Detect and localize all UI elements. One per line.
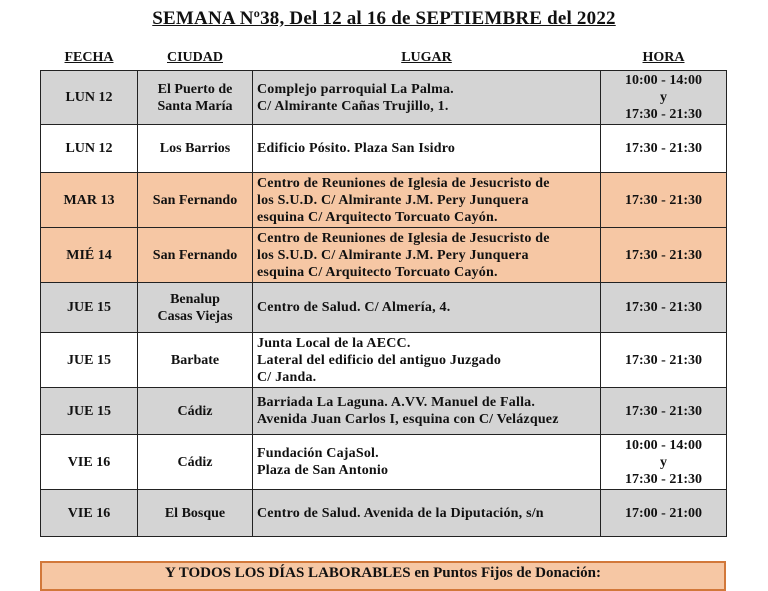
cell-ciudad: El Bosque [164, 505, 226, 521]
table-row [41, 173, 727, 228]
cell-hora: 17:30 - 21:30 [625, 403, 702, 419]
cell-lugar: Centro de Salud. C/ Almería, 4. [257, 300, 451, 315]
page-title: SEMANA Nº38, Del 12 al 16 de SEPTIEMBRE del 2022 [152, 8, 616, 29]
cell-ciudad: Los Barrios [159, 141, 231, 156]
cell-ciudad: Cádiz [177, 403, 213, 419]
table-row [41, 228, 727, 283]
cell-lugar: Barriada La Laguna. A.VV. Manuel de Falla. Avenida Juan Carlos I, esquina con C/ Velázquez [257, 395, 559, 427]
header-ciudad: CIUDAD [167, 50, 223, 65]
cell-hora: 10:00 - 14:00 y 17:30 - 21:30 [625, 437, 702, 487]
header-lugar: LUGAR [401, 50, 452, 65]
table-header-row [41, 46, 727, 71]
table-row [41, 435, 727, 490]
cell-ciudad: Cádiz [177, 454, 213, 470]
table-row [41, 333, 727, 388]
cell-fecha: VIE 16 [41, 435, 138, 490]
cell-lugar: Centro de Reuniones de Iglesia de Jesucristo de los S.U.D. C/ Almirante J.M. Pery Junquera esquina C/ Arquitecto Torcuato Cayón. [257, 175, 550, 225]
header-fecha: FECHA [64, 50, 114, 65]
cell-fecha: LUN 12 [41, 125, 138, 173]
table-row [41, 490, 727, 537]
cell-fecha: MAR 13 [41, 173, 138, 228]
table-row [41, 71, 727, 125]
cell-hora: 10:00 - 14:00 y 17:30 - 21:30 [625, 73, 702, 122]
cell-lugar: Fundación CajaSol. Plaza de San Antonio [257, 446, 389, 478]
cell-fecha: LUN 12 [41, 71, 138, 125]
cell-fecha: MIÉ 14 [41, 228, 138, 283]
cell-ciudad: Benalup Casas Viejas [157, 291, 233, 324]
cell-hora: 17:30 - 21:30 [625, 247, 702, 263]
schedule-table [40, 46, 727, 537]
cell-lugar: Centro de Reuniones de Iglesia de Jesucristo de los S.U.D. C/ Almirante J.M. Pery Junquera esquina C/ Arquitecto Torcuato Cayón. [257, 230, 550, 280]
cell-ciudad: San Fernando [152, 192, 238, 208]
cell-hora: 17:30 - 21:30 [625, 141, 702, 156]
table-row [41, 125, 727, 173]
cell-hora: 17:30 - 21:30 [625, 352, 702, 368]
cell-fecha: JUE 15 [41, 333, 138, 388]
cell-hora: 17:00 - 21:00 [625, 505, 702, 521]
cell-lugar: Complejo parroquial La Palma. C/ Almirante Cañas Trujillo, 1. [257, 81, 454, 114]
cell-ciudad: Barbate [170, 352, 220, 368]
footer-banner: Y TODOS LOS DÍAS LABORABLES en Puntos Fijos de Donación: [40, 561, 726, 591]
cell-fecha: JUE 15 [41, 388, 138, 435]
cell-ciudad: San Fernando [152, 247, 238, 263]
cell-ciudad: El Puerto de Santa María [157, 81, 233, 114]
cell-hora: 17:30 - 21:30 [625, 300, 702, 315]
table-row [41, 283, 727, 333]
cell-hora: 17:30 - 21:30 [625, 192, 702, 208]
cell-fecha: JUE 15 [41, 283, 138, 333]
cell-lugar: Junta Local de la AECC. Lateral del edificio del antiguo Juzgado C/ Janda. [257, 335, 502, 385]
table-row [41, 388, 727, 435]
cell-lugar: Centro de Salud. Avenida de la Diputación, s/n [257, 505, 544, 521]
header-hora: HORA [642, 50, 685, 65]
cell-fecha: VIE 16 [41, 490, 138, 537]
cell-lugar: Edificio Pósito. Plaza San Isidro [257, 141, 456, 156]
